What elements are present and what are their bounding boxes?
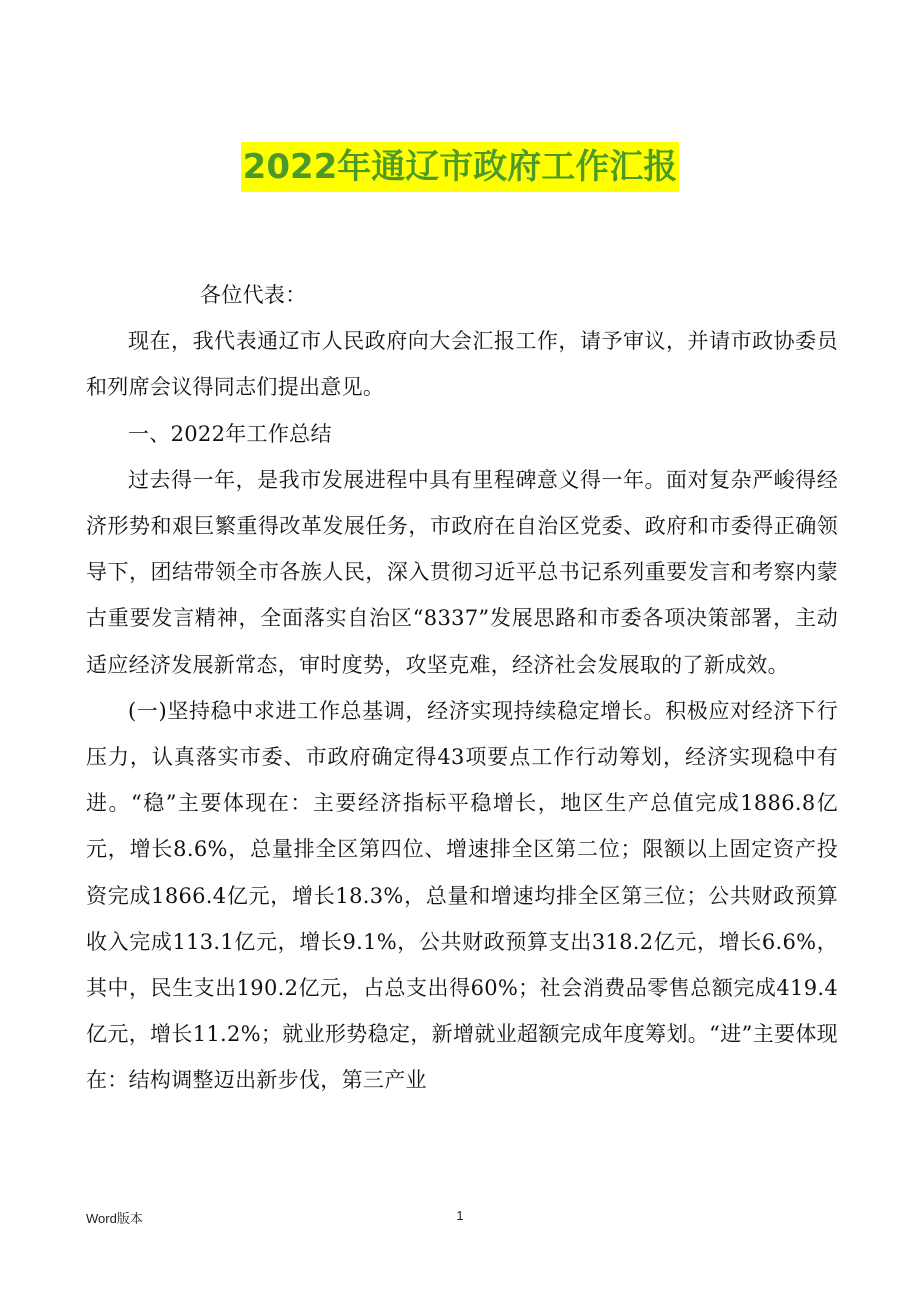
paragraph: (一)坚持稳中求进工作总基调，经济实现持续稳定增长。积极应对经济下行压力，认真落实市委、市政府确定得43项要点工作行动筹划，经济实现稳中有进。“稳”主要体现在：主要经济指标平稳增长，地区生产总值完成1886.8亿元，增长8.6%，总量排全区第四位、增速排全区第二位；限额以上固定资产投资完成1866.4亿元，增长18.3%，总量和增速均排全区第三位；公共财政预算收入完成113.1亿元，增长9.1%，公共财政预算支出318.2亿元，增长6.6%，其中，民生支出190.2亿元，占总支出得60%；社会消费品零售总额完成419.4亿元，增长11.2%；就业形势稳定，新增就业超额完成年度筹划。“进”主要体现在：结构调整迈出新步伐，第三产业	[86, 698, 838, 1093]
footer-label: Word版本	[86, 1211, 143, 1226]
document-body	[86, 272, 838, 1104]
paragraph: 现在，我代表通辽市人民政府向大会汇报工作，请予审议，并请市政协委员和列席会议得同志们提出意见。	[86, 329, 838, 400]
document-title: 2022年通辽市政府工作汇报	[241, 142, 680, 192]
section-heading: 一、2022年工作总结	[128, 421, 332, 446]
page-number: 1	[456, 1208, 464, 1223]
paragraph: 过去得一年，是我市发展进程中具有里程碑意义得一年。面对复杂严峻得经济形势和艰巨繁重得改革发展任务，市政府在自治区党委、政府和市委得正确领导下，团结带领全市各族人民，深入贯彻习近平总书记系列重要发言和考察内蒙古重要发言精神，全面落实自治区“8337”发展思路和市委各项决策部署，主动适应经济发展新常态，审时度势，攻坚克难，经济社会发展取的了新成效。	[86, 467, 838, 677]
title-container	[0, 142, 920, 192]
salutation: 各位代表：	[200, 283, 307, 307]
